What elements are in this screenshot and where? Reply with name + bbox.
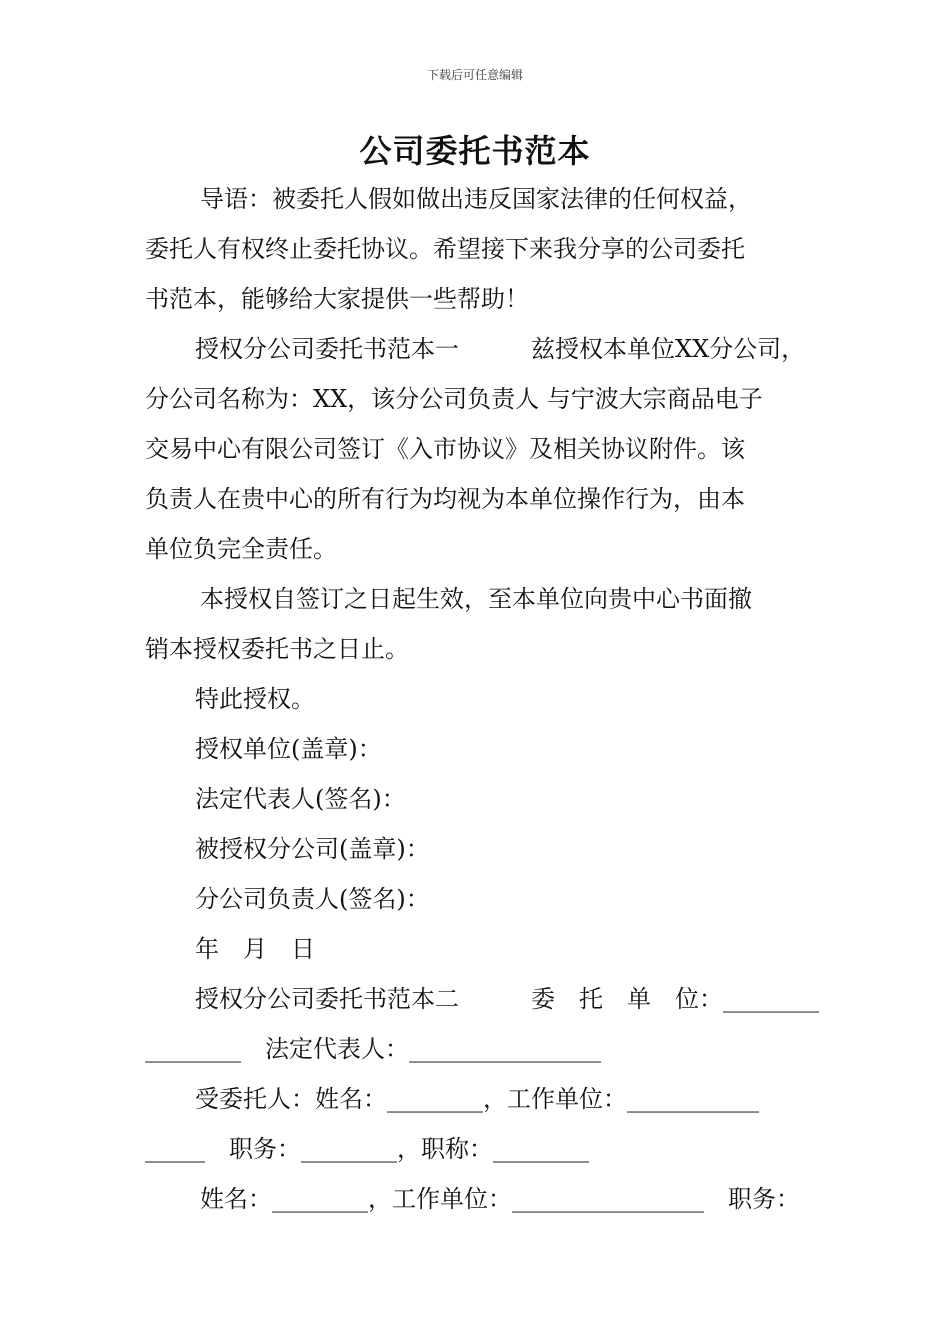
paragraph-line-6: 交易中心有限公司签订《入市协议》及相关协议附件。该 <box>145 435 745 463</box>
paragraph-line-19: 受委托人：姓名：________，工作单位：___________ <box>195 1085 759 1113</box>
paragraph-line-9: 本授权自签订之日起生效，至本单位向贵中心书面撤 <box>200 585 752 613</box>
paragraph-line-5: 分公司名称为：XX，该分公司负责人 与宁波大宗商品电子 <box>145 385 763 413</box>
paragraph-line-1: 导语：被委托人假如做出违反国家法律的任何权益， <box>200 185 752 213</box>
signature-line-authorizing-unit: 授权单位(盖章)： <box>195 735 382 763</box>
paragraph-line-18: ________ 法定代表人：________________ <box>145 1035 601 1063</box>
paragraph-line-2: 委托人有权终止委托协议。希望接下来我分享的公司委托 <box>145 235 745 263</box>
paragraph-line-21: 姓名：________，工作单位：________________ 职务： <box>200 1185 800 1213</box>
date-line: 年 月 日 <box>195 935 315 963</box>
document-title: 公司委托书范本 <box>359 132 591 170</box>
signature-line-legal-representative: 法定代表人(签名)： <box>195 785 406 813</box>
paragraph-line-3: 书范本，能够给大家提供一些帮助！ <box>145 285 529 313</box>
signature-line-authorized-branch: 被授权分公司(盖章)： <box>195 835 430 863</box>
signature-line-branch-head: 分公司负责人(签名)： <box>195 885 430 913</box>
paragraph-line-10: 销本授权委托书之日止。 <box>145 635 409 663</box>
paragraph-line-20: _____ 职务：________，职称：________ <box>145 1135 589 1163</box>
paragraph-line-7: 负责人在贵中心的所有行为均视为本单位操作行为，由本 <box>145 485 745 513</box>
paragraph-line-4: 授权分公司委托书范本一 兹授权本单位XX分公司， <box>195 335 806 363</box>
paragraph-line-8: 单位负完全责任。 <box>145 535 337 563</box>
paragraph-line-11: 特此授权。 <box>195 685 315 713</box>
header-note: 下载后可任意编辑 <box>426 68 523 82</box>
paragraph-line-17: 授权分公司委托书范本二 委 托 单 位：________ <box>195 985 819 1013</box>
